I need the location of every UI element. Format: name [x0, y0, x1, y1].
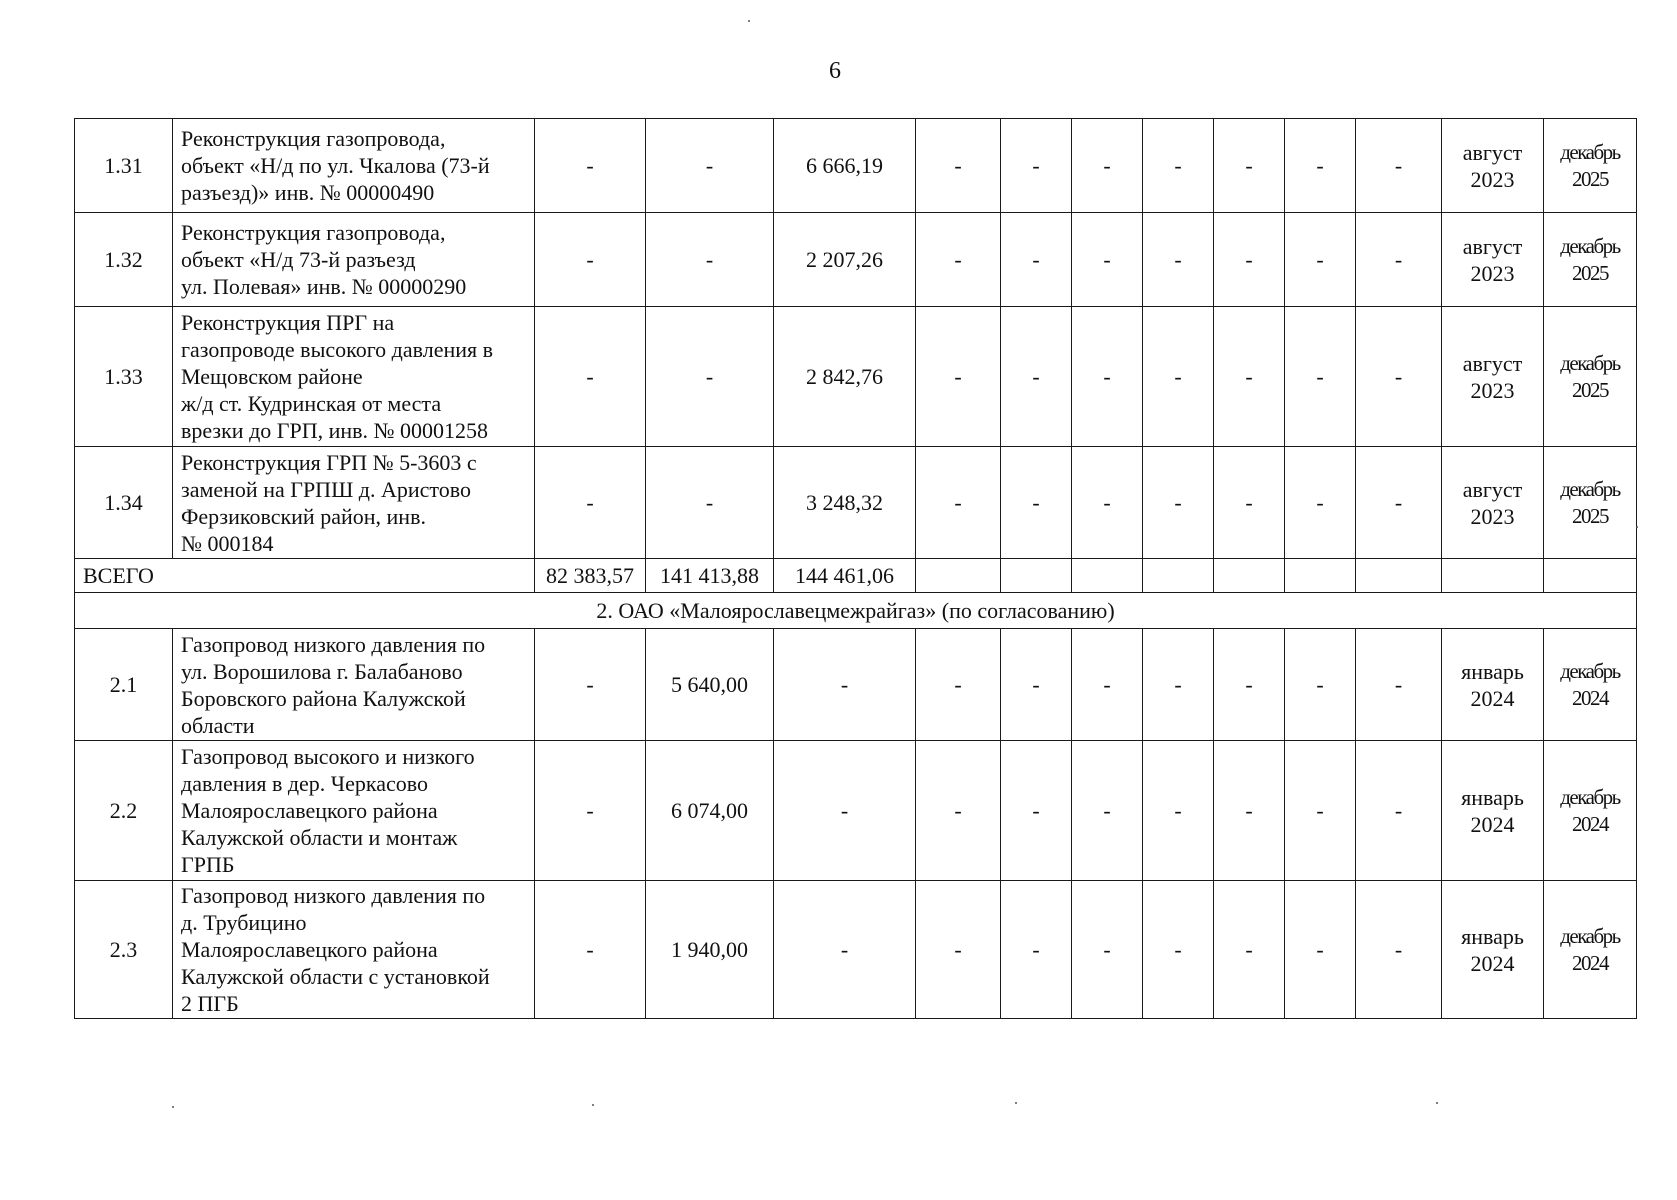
- start-date: август 2023: [1442, 447, 1544, 559]
- empty-cell: [1285, 559, 1356, 593]
- dash-cell: -: [1214, 447, 1285, 559]
- row-description: Реконструкция газопровода, объект «Н/д 73-й разъезд ул. Полевая» инв. № 00000290: [173, 213, 535, 307]
- total-value-3: 144 461,06: [774, 559, 916, 593]
- scan-speck: [748, 20, 750, 22]
- value-cell-2: 1 940,00: [646, 881, 774, 1019]
- dash-cell: -: [1143, 881, 1214, 1019]
- total-row: [75, 559, 1637, 593]
- dash-cell: -: [916, 307, 1001, 447]
- value-cell-3: 6 666,19: [774, 119, 916, 213]
- dash-cell: -: [1214, 213, 1285, 307]
- dash-cell: -: [1001, 881, 1072, 1019]
- row-description: Газопровод низкого давления по д. Трубицино Малоярославецкого района Калужской области с установкой 2 ПГБ: [173, 881, 535, 1019]
- dash-cell: -: [1285, 213, 1356, 307]
- value-cell-2: -: [646, 447, 774, 559]
- total-value-2: 141 413,88: [646, 559, 774, 593]
- value-cell-3: -: [774, 881, 916, 1019]
- row-number: 2.3: [75, 881, 173, 1019]
- row-description: Газопровод высокого и низкого давления в дер. Черкасово Малоярославецкого района Калужской области и монтаж ГРПБ: [173, 741, 535, 881]
- dash-cell: -: [1285, 741, 1356, 881]
- end-date: декабрь 2025: [1544, 213, 1637, 307]
- dash-cell: -: [1285, 119, 1356, 213]
- dash-cell: -: [1001, 213, 1072, 307]
- row-description: Газопровод низкого давления по ул. Ворошилова г. Балабаново Боровского района Калужской области: [173, 629, 535, 741]
- page-number: 6: [829, 58, 841, 84]
- value-cell-3: 2 207,26: [774, 213, 916, 307]
- table-row: [75, 629, 1637, 741]
- scan-speck: [592, 1104, 594, 1106]
- empty-cell: [916, 559, 1001, 593]
- dash-cell: -: [1356, 447, 1442, 559]
- dash-cell: -: [916, 447, 1001, 559]
- dash-cell: -: [1143, 119, 1214, 213]
- dash-cell: -: [1072, 881, 1143, 1019]
- empty-cell: [1356, 559, 1442, 593]
- dash-cell: -: [1072, 307, 1143, 447]
- value-cell-1: -: [535, 307, 646, 447]
- row-description: Реконструкция газопровода, объект «Н/д по ул. Чкалова (73-й разъезд)» инв. № 00000490: [173, 119, 535, 213]
- dash-cell: -: [1001, 307, 1072, 447]
- value-cell-2: -: [646, 119, 774, 213]
- dash-cell: -: [1285, 881, 1356, 1019]
- total-label: ВСЕГО: [75, 559, 535, 593]
- value-cell-2: -: [646, 213, 774, 307]
- dash-cell: -: [1214, 119, 1285, 213]
- end-date: декабрь 2024: [1544, 881, 1637, 1019]
- value-cell-1: -: [535, 881, 646, 1019]
- dash-cell: -: [1001, 447, 1072, 559]
- dash-cell: -: [916, 119, 1001, 213]
- value-cell-3: 2 842,76: [774, 307, 916, 447]
- value-cell-3: -: [774, 629, 916, 741]
- row-number: 1.34: [75, 447, 173, 559]
- empty-cell: [1214, 559, 1285, 593]
- section-title: 2. ОАО «Малоярославецмежрайгаз» (по согласованию): [75, 593, 1637, 629]
- empty-cell: [1442, 559, 1544, 593]
- end-date: декабрь 2024: [1544, 741, 1637, 881]
- dash-cell: -: [1143, 629, 1214, 741]
- dash-cell: -: [1356, 119, 1442, 213]
- dash-cell: -: [916, 741, 1001, 881]
- scan-speck: [1015, 1102, 1017, 1104]
- start-date: август 2023: [1442, 119, 1544, 213]
- row-number: 2.1: [75, 629, 173, 741]
- end-date: декабрь 2025: [1544, 307, 1637, 447]
- row-description: Реконструкция ПРГ на газопроводе высокого давления в Мещовском районе ж/д ст. Кудринская от места врезки до ГРП, инв. № 00001258: [173, 307, 535, 447]
- end-date: декабрь 2025: [1544, 447, 1637, 559]
- dash-cell: -: [1072, 447, 1143, 559]
- row-number: 1.32: [75, 213, 173, 307]
- dash-cell: -: [1214, 307, 1285, 447]
- value-cell-2: 5 640,00: [646, 629, 774, 741]
- dash-cell: -: [1143, 447, 1214, 559]
- dash-cell: -: [1072, 119, 1143, 213]
- investment-table: [74, 118, 1637, 1019]
- scan-speck: [172, 1106, 174, 1108]
- table-row: [75, 307, 1637, 447]
- empty-cell: [1143, 559, 1214, 593]
- dash-cell: -: [1356, 213, 1442, 307]
- value-cell-2: -: [646, 307, 774, 447]
- end-date: декабрь 2025: [1544, 119, 1637, 213]
- dash-cell: -: [1001, 741, 1072, 881]
- value-cell-1: -: [535, 119, 646, 213]
- table-row: [75, 119, 1637, 213]
- table-row: [75, 213, 1637, 307]
- value-cell-1: -: [535, 629, 646, 741]
- dash-cell: -: [916, 629, 1001, 741]
- empty-cell: [1544, 559, 1637, 593]
- dash-cell: -: [1356, 881, 1442, 1019]
- start-date: август 2023: [1442, 213, 1544, 307]
- dash-cell: -: [1072, 213, 1143, 307]
- dash-cell: -: [1143, 213, 1214, 307]
- row-number: 1.31: [75, 119, 173, 213]
- dash-cell: -: [1072, 629, 1143, 741]
- start-date: январь 2024: [1442, 881, 1544, 1019]
- dash-cell: -: [1285, 307, 1356, 447]
- scan-speck: [1436, 1102, 1438, 1104]
- table-row: [75, 447, 1637, 559]
- dash-cell: -: [1072, 741, 1143, 881]
- total-value-1: 82 383,57: [535, 559, 646, 593]
- empty-cell: [1001, 559, 1072, 593]
- value-cell-3: 3 248,32: [774, 447, 916, 559]
- empty-cell: [1072, 559, 1143, 593]
- dash-cell: -: [1356, 307, 1442, 447]
- value-cell-2: 6 074,00: [646, 741, 774, 881]
- end-date: декабрь 2024: [1544, 629, 1637, 741]
- table-row: [75, 881, 1637, 1019]
- dash-cell: -: [1214, 741, 1285, 881]
- section-header-row: [75, 593, 1637, 629]
- table-row: [75, 741, 1637, 881]
- value-cell-1: -: [535, 213, 646, 307]
- dash-cell: -: [1285, 447, 1356, 559]
- value-cell-1: -: [535, 741, 646, 881]
- scan-speck: [1636, 526, 1638, 528]
- row-description: Реконструкция ГРП № 5-3603 с заменой на ГРПШ д. Аристово Ферзиковский район, инв. № 000184: [173, 447, 535, 559]
- dash-cell: -: [1143, 307, 1214, 447]
- dash-cell: -: [1285, 629, 1356, 741]
- dash-cell: -: [916, 881, 1001, 1019]
- row-number: 1.33: [75, 307, 173, 447]
- value-cell-1: -: [535, 447, 646, 559]
- dash-cell: -: [1001, 119, 1072, 213]
- dash-cell: -: [1356, 629, 1442, 741]
- start-date: август 2023: [1442, 307, 1544, 447]
- start-date: январь 2024: [1442, 741, 1544, 881]
- dash-cell: -: [1001, 629, 1072, 741]
- row-number: 2.2: [75, 741, 173, 881]
- value-cell-3: -: [774, 741, 916, 881]
- dash-cell: -: [1356, 741, 1442, 881]
- dash-cell: -: [1214, 629, 1285, 741]
- dash-cell: -: [1214, 881, 1285, 1019]
- dash-cell: -: [916, 213, 1001, 307]
- start-date: январь 2024: [1442, 629, 1544, 741]
- dash-cell: -: [1143, 741, 1214, 881]
